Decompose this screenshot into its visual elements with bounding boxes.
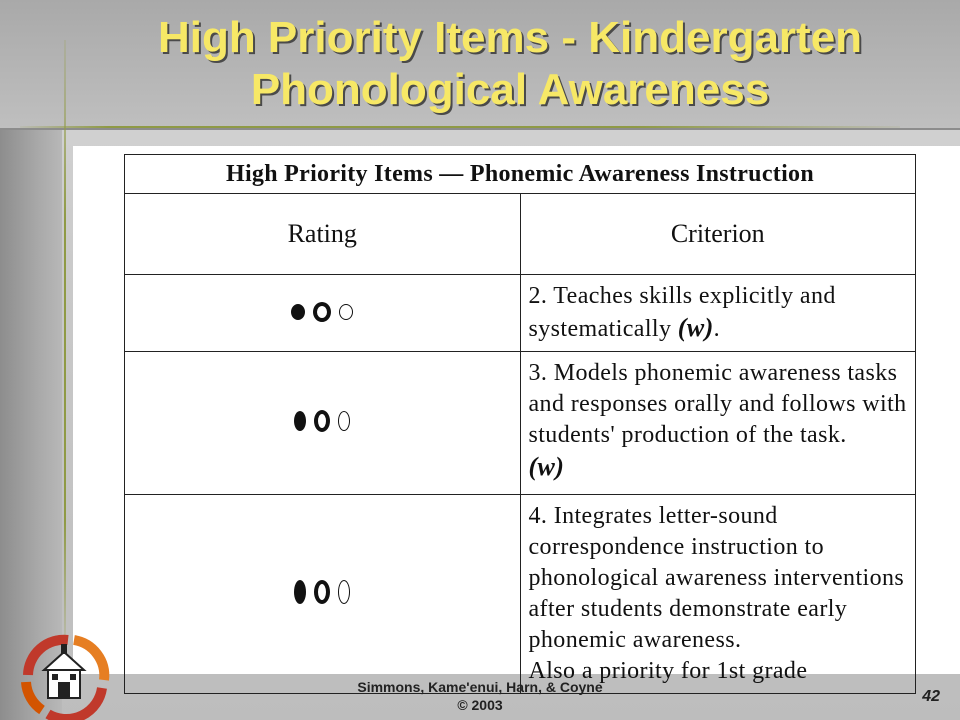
table-title: High Priority Items — Phonemic Awareness Instruction: [125, 155, 916, 194]
criterion-extra-note: Also a priority for 1st grade: [528, 658, 808, 684]
table-row: [125, 275, 916, 352]
rating-scale-icon: [294, 580, 350, 604]
empty-circle-icon: [338, 411, 350, 431]
empty-circle-icon: [339, 304, 353, 320]
bold-circle-icon: [313, 302, 331, 322]
accent-line-vertical: [64, 40, 66, 640]
rating-cell: [125, 352, 521, 495]
rating-cell: [125, 275, 521, 352]
filled-circle-icon: [291, 304, 305, 320]
table-row: [125, 352, 916, 495]
footer: [330, 678, 630, 714]
rating-cell: [125, 495, 521, 694]
weight-mark: (w): [677, 313, 714, 342]
slide-title-line2: Phonological Awareness: [250, 65, 770, 114]
column-header-criterion: Criterion: [520, 194, 916, 275]
criterion-cell: [520, 352, 916, 495]
slide-title: [90, 12, 930, 116]
criterion-cell: [520, 275, 916, 352]
page-number: 42: [922, 688, 940, 705]
footer-copyright: © 2003: [457, 697, 503, 713]
rating-scale-icon: [291, 302, 353, 322]
filled-circle-icon: [294, 411, 306, 431]
column-header-rating: Rating: [125, 194, 521, 275]
bold-circle-icon: [314, 580, 330, 604]
criterion-cell: [520, 495, 916, 694]
footer-authors: Simmons, Kame'enui, Harn, & Coyne: [357, 679, 603, 695]
criterion-text: 4. Integrates letter-sound correspondence instruction to phonological awareness interventions after students demonstrate early phonemic awareness.: [528, 503, 905, 653]
rating-scale-icon: [294, 410, 350, 432]
accent-line-horizontal: [20, 126, 900, 128]
criterion-suffix: .: [713, 316, 721, 342]
bold-circle-icon: [314, 410, 330, 432]
header-divider: [0, 128, 960, 130]
filled-circle-icon: [294, 580, 306, 604]
priority-items-table: [124, 154, 916, 694]
schoolhouse-cycle-icon[interactable]: [8, 630, 120, 720]
criterion-text: 3. Models phonemic awareness tasks and responses orally and follows with students' production of the task.: [528, 360, 907, 448]
weight-mark: (w): [528, 452, 565, 481]
empty-circle-icon: [338, 580, 350, 604]
slide-title-line1: High Priority Items - Kindergarten: [157, 13, 863, 62]
table-row: [125, 495, 916, 694]
criterion-text: 2. Teaches skills explicitly and systematically: [528, 283, 836, 342]
